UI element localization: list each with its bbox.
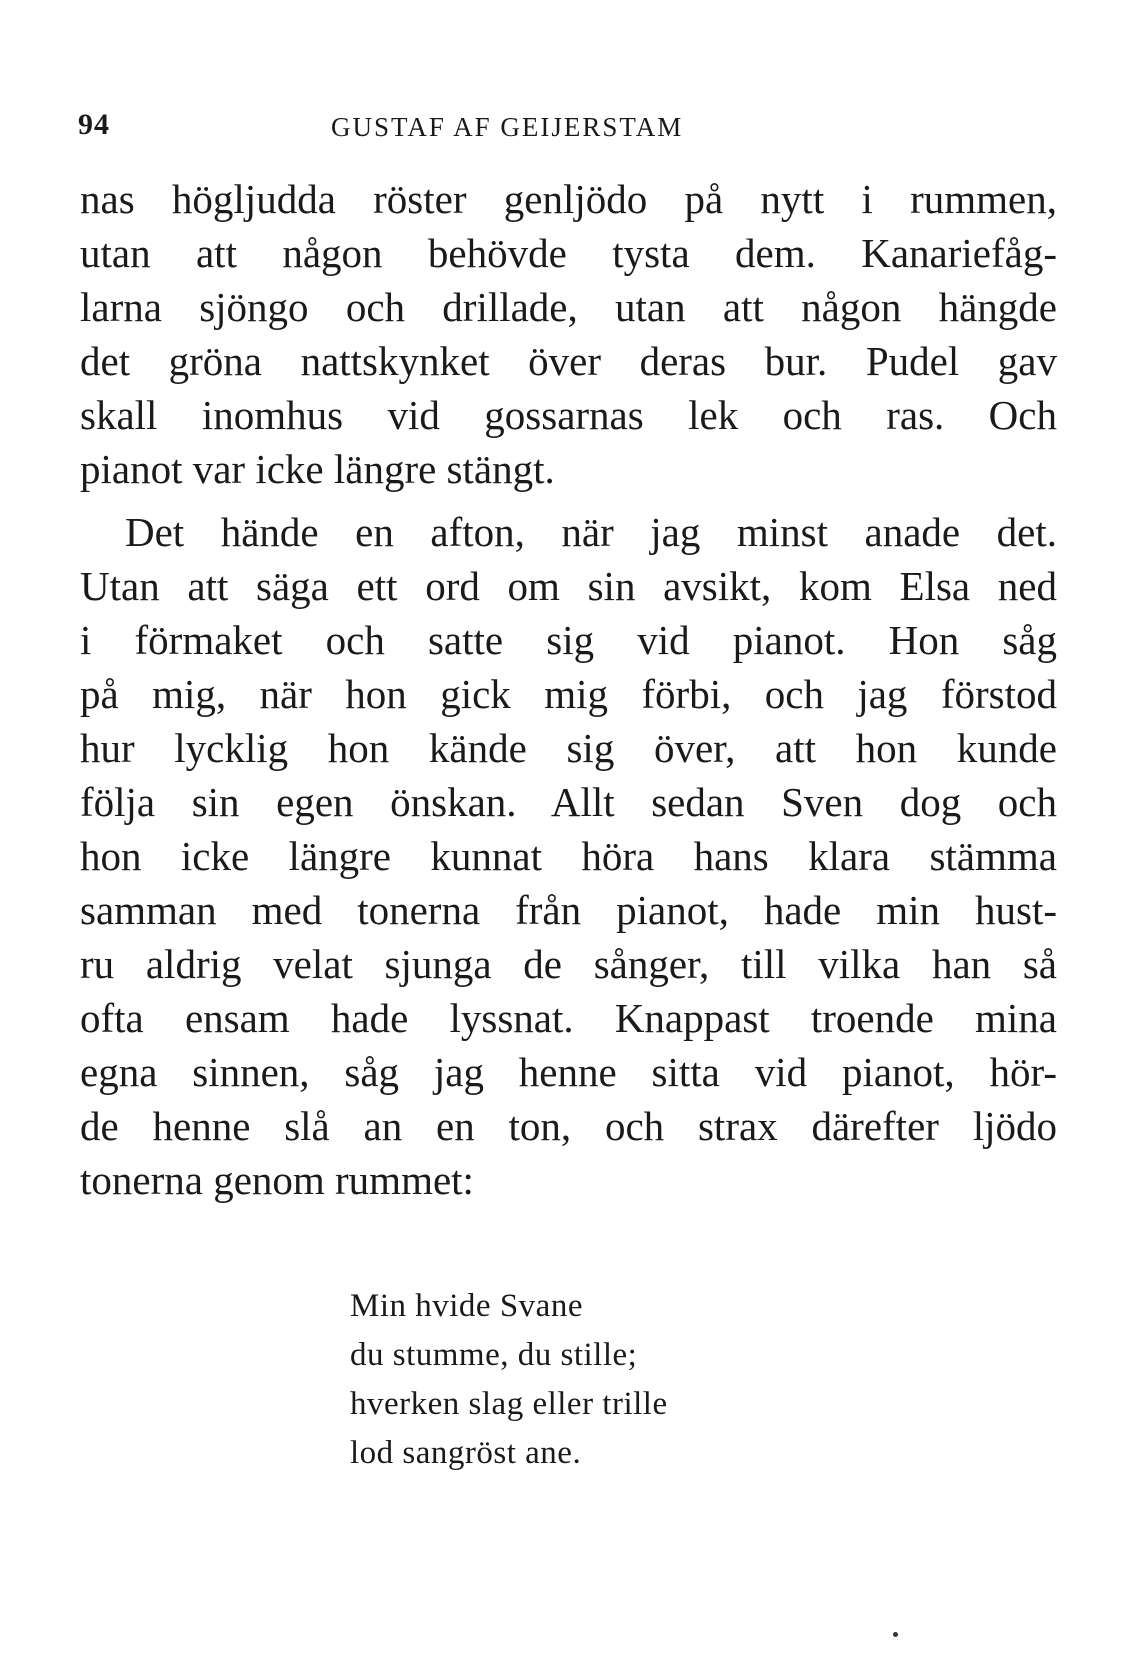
text-line: i förmaket och satte sig vid pianot. Hon såg (80, 617, 1057, 663)
poem-line: hverken slag eller trille (350, 1386, 668, 1422)
text-line: utan att någon behövde tysta dem. Kanariefåg- (80, 230, 1057, 276)
body-text (80, 172, 1057, 1207)
text-line: på mig, när hon gick mig förbi, och jag förstod (80, 671, 1057, 717)
running-title: GUSTAF AF GEIJERSTAM (331, 112, 684, 142)
text-line: larna sjöngo och drillade, utan att någon hängde (80, 284, 1057, 330)
text-line: tonerna genom rummet: (80, 1157, 474, 1203)
text-line: det gröna nattskynket över deras bur. Pudel gav (80, 338, 1057, 384)
poem-line: Min hvide Svane (350, 1288, 583, 1324)
page-number: 94 (78, 108, 110, 141)
text-line: ofta ensam hade lyssnat. Knappast troende mina (80, 995, 1057, 1041)
text-line: hon icke längre kunnat höra hans klara stämma (80, 833, 1057, 879)
text-line: följa sin egen önskan. Allt sedan Sven dog och (80, 779, 1057, 825)
paragraph-gap (80, 496, 1057, 505)
text-line: ru aldrig velat sjunga de sånger, till vilka han så (80, 941, 1057, 987)
text-line: Utan att säga ett ord om sin avsikt, kom Elsa ned (80, 563, 1057, 609)
text-line: de henne slå an en ton, och strax därefter ljödo (80, 1103, 1057, 1149)
text-line: egna sinnen, såg jag henne sitta vid pianot, hör- (80, 1049, 1057, 1095)
text-line: nas högljudda röster genljödo på nytt i rummen, (80, 176, 1057, 222)
poem-stanza (350, 1282, 850, 1478)
text-line: Det hände en afton, när jag minst anade det. (125, 509, 1057, 555)
text-line: hur lycklig hon kände sig över, att hon kunde (80, 725, 1057, 771)
page-header (78, 108, 1058, 148)
poem-line: du stumme, du stille; (350, 1337, 638, 1373)
text-line: pianot var icke längre stängt. (80, 446, 555, 492)
text-line: skall inomhus vid gossarnas lek och ras. Och (80, 392, 1057, 438)
ink-speck (893, 1632, 898, 1637)
text-line: samman med tonerna från pianot, hade min hust- (80, 887, 1057, 933)
poem-line: lod sangröst ane. (350, 1435, 582, 1471)
